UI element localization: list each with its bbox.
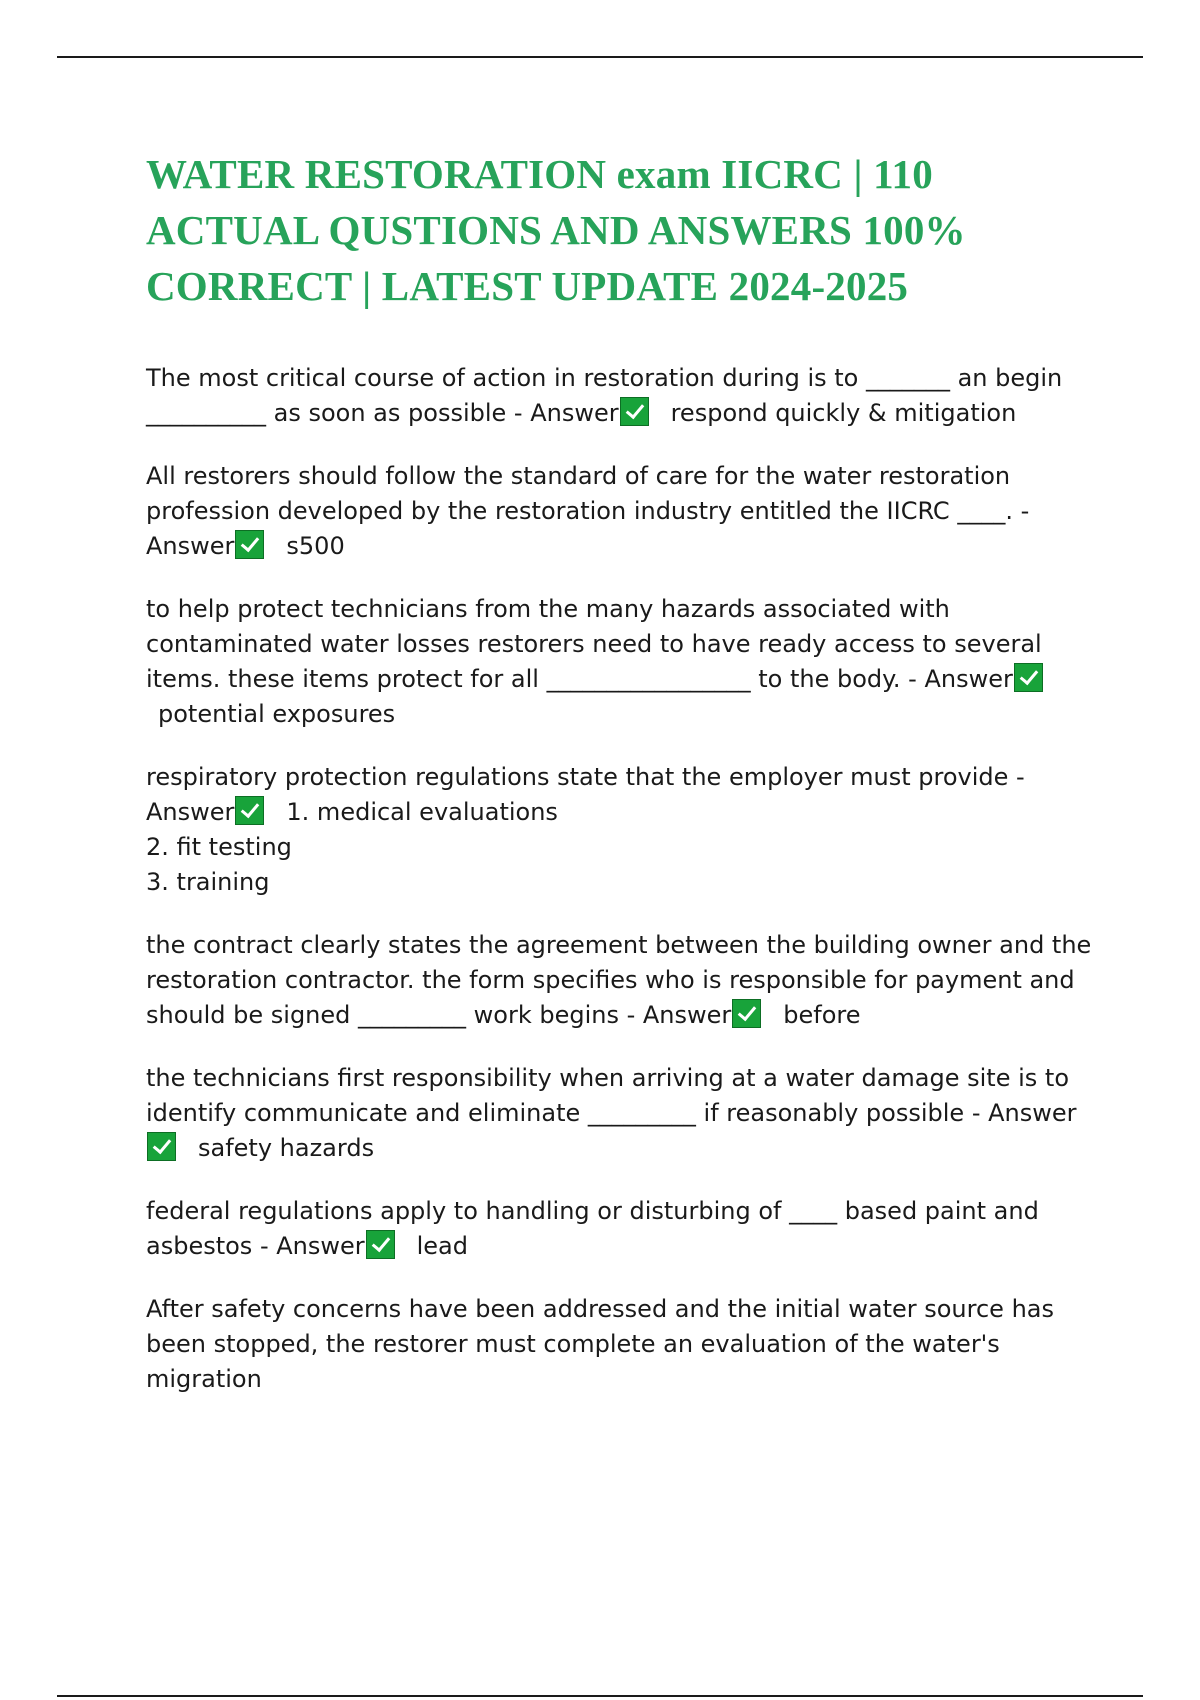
qa-item xyxy=(146,1292,1106,1397)
qa-item xyxy=(146,459,1106,564)
check-icon xyxy=(1014,663,1043,692)
top-divider xyxy=(57,56,1143,58)
qa-item xyxy=(146,928,1106,1033)
answer-text: 1. medical evaluations xyxy=(286,798,558,826)
answer-extra-line: 3. training xyxy=(146,868,270,896)
check-icon xyxy=(235,796,264,825)
qa-item xyxy=(146,1194,1106,1264)
qa-item xyxy=(146,361,1106,431)
check-icon xyxy=(235,530,264,559)
question-text: After safety concerns have been addressed and the initial water source has been stopped, the restorer must complete an evaluation of the water's migration xyxy=(146,1295,1062,1393)
question-text: All restorers should follow the standard of care for the water restoration profession developed by the restoration industry entitled the IICRC ____. - Answer xyxy=(146,462,1037,560)
answer-text: safety hazards xyxy=(198,1134,375,1162)
answer-text: potential exposures xyxy=(158,700,396,728)
answer-text: before xyxy=(783,1001,861,1029)
check-icon xyxy=(620,397,649,426)
answer-text: lead xyxy=(416,1232,468,1260)
qa-item xyxy=(146,760,1106,900)
document-title: WATER RESTORATION exam IICRC | 110 ACTUAL QUSTIONS AND ANSWERS 100% CORRECT | LATEST UPDATE 2024-2025 xyxy=(146,151,966,309)
question-text: federal regulations apply to handling or disturbing of ____ based paint and asbestos - Answer xyxy=(146,1197,1047,1260)
answer-text: respond quickly & mitigation xyxy=(670,399,1017,427)
check-icon xyxy=(732,999,761,1028)
qa-item xyxy=(146,1061,1106,1166)
answer-extra-line: 2. fit testing xyxy=(146,833,292,861)
question-text: respiratory protection regulations state that the employer must provide - Answer xyxy=(146,763,1033,826)
question-text: The most critical course of action in restoration during is to _______ an begin __________ as soon as possible - Answer xyxy=(146,364,1070,427)
question-text: the technicians first responsibility when arriving at a water damage site is to identify communicate and eliminate _________ if reasonably possible - Answer xyxy=(146,1064,1077,1127)
check-icon xyxy=(366,1230,395,1259)
qa-list xyxy=(146,361,1106,1425)
answer-text: s500 xyxy=(286,532,345,560)
question-text: the contract clearly states the agreement between the building owner and the restoration contractor. the form specifies who is responsible for payment and should be signed _________ work begins - Answer xyxy=(146,931,1099,1029)
question-text: to help protect technicians from the many hazards associated with contaminated water losses restorers need to have ready access to several items. these items protect for all _________________ to the body. - Answer xyxy=(146,595,1050,693)
check-icon xyxy=(147,1132,176,1161)
bottom-divider xyxy=(57,1695,1143,1697)
qa-item xyxy=(146,592,1106,732)
